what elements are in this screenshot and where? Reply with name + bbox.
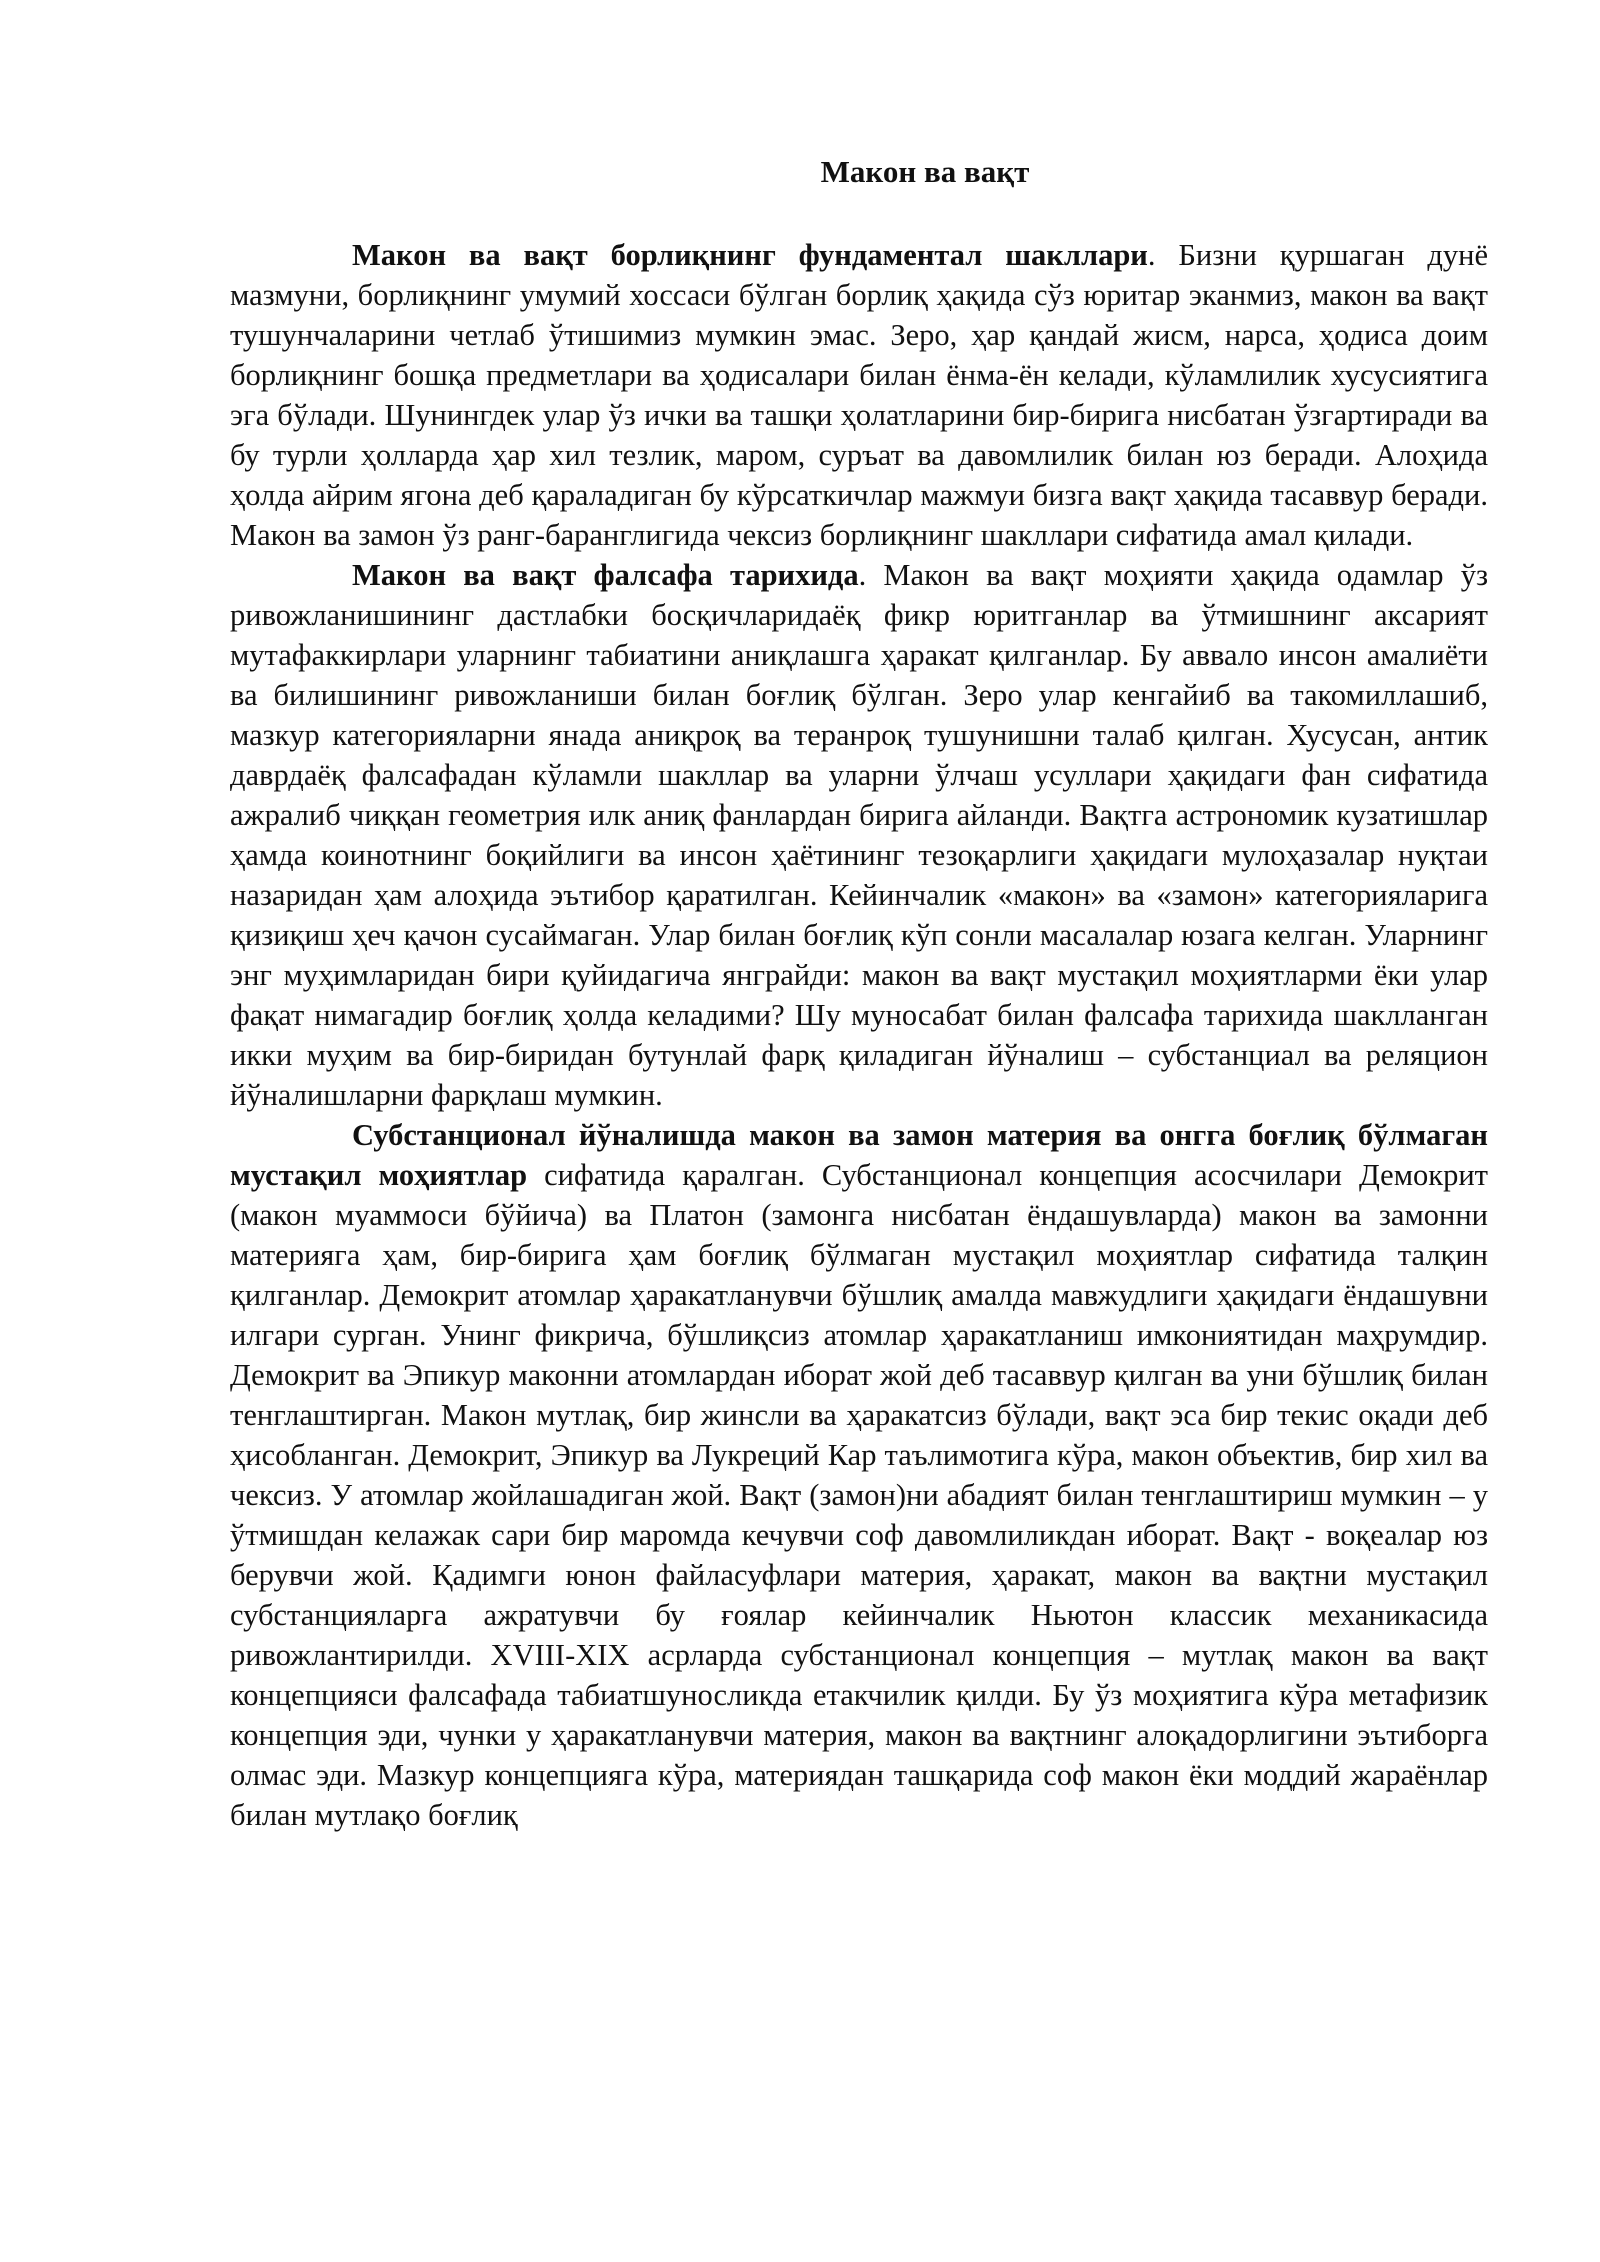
- paragraph-3: [230, 1115, 1488, 1835]
- paragraph-1: [230, 235, 1488, 555]
- paragraph-1-text: . Бизни қуршаган дунё мазмуни, борлиқнинг умумий хоссаси бўлган борлиқ ҳақида сўз юритар эканмиз, макон ва вақт тушунчаларини четлаб ўтишимиз мумкин эмас. Зеро, ҳар қандай жисм, нарса, ҳодиса доим борлиқнинг бошқа предметлари ва ҳодисалари билан ёнма-ён келади, кўламлилик хусусиятига эга бўлади. Шунингдек улар ўз ички ва ташқи ҳолатларини бир-бирига нисбатан ўзгартиради ва бу турли ҳолларда ҳар хил тезлик, маром, суръат ва давомлилик билан юз беради. Алоҳида ҳолда айрим ягона деб қараладиган бу кўрсаткичлар мажмуи бизга вақт ҳақида тасаввур беради. Макон ва замон ўз ранг-баранглигида чексиз борлиқнинг шакллари сифатида амал қилади.: [230, 238, 1488, 552]
- paragraph-3-heading: Субстанционал йўналишда макон ва замон материя ва онгга боғлиқ бўлмаган мустақил моҳиятлар: [230, 1118, 1488, 1192]
- paragraph-3-text: сифатида қаралган. Субстанционал концепция асосчилари Демокрит (макон муаммоси бўйича) ва Платон (замонга нисбатан ёндашувларда) макон ва замонни материяга ҳам, бир-бирига ҳам боғлиқ бўлмаган мустақил моҳиятлар сифатида талқин қилганлар. Демокрит атомлар ҳаракатланувчи бўшлиқ амалда мавжудлиги ҳақидаги ёндашувни илгари сурган. Унинг фикрича, бўшлиқсиз атомлар ҳаракатланиш имкониятидан маҳрумдир. Демокрит ва Эпикур маконни атомлардан иборат жой деб тасаввур қилган ва уни бўшлиқ билан тенглаштирган. Макон мутлақ, бир жинсли ва ҳаракатсиз бўлади, вақт эса бир текис оқади деб ҳисобланган. Демокрит, Эпикур ва Лукреций Кар таълимотига кўра, макон объектив, бир хил ва чексиз. У атомлар жойлашадиган жой. Вақт (замон)ни абадият билан тенглаштириш мумкин – у ўтмишдан келажак сари бир маромда кечувчи соф давомлиликдан иборат. Вақт - воқеалар юз берувчи жой. Қадимги юнон файласуфлари материя, ҳаракат, макон ва вақтни мустақил субстанцияларга ажратувчи бу ғоялар кейинчалик Ньютон классик механикасида ривожлантирилди. XVIII-XIX асрларда субстанционал концепция – мутлақ макон ва вақт концепцияси фалсафада табиатшуносликда етакчилик қилди. Бу ўз моҳиятига кўра метафизик концепция эди, чунки у ҳаракатланувчи материя, макон ва вақтнинг алоқадорлигини эътиборга олмас эди. Мазкур концепцияга кўра, материядан ташқарида соф макон ёки моддий жараёнлар билан мутлақо боғлиқ: [230, 1158, 1488, 1832]
- page-title: Макон ва вақт: [820, 154, 1030, 189]
- document-body: [230, 235, 1488, 1835]
- paragraph-2-text: . Макон ва вақт моҳияти ҳақида одамлар ўз ривожланишининг дастлабки босқичларидаёқ фикр юритганлар ва ўтмишнинг аксарият мутафаккирлари уларнинг табиатини аниқлашга ҳаракат қилганлар. Бу аввало инсон амалиёти ва билишининг ривожланиши билан боғлиқ бўлган. Зеро улар кенгайиб ва такомиллашиб, мазкур категорияларни янада аниқроқ ва теранроқ тушунишни талаб қилган. Хусусан, антик даврдаёқ фалсафадан кўламли шакллар ва уларни ўлчаш усуллари ҳақидаги фан сифатида ажралиб чиққан геометрия илк аниқ фанлардан бирига айланди. Вақтга астрономик кузатишлар ҳамда коинотнинг боқийлиги ва инсон ҳаётининг тезоқарлиги ҳақидаги мулоҳазалар нуқтаи назаридан ҳам алоҳида эътибор қаратилган. Кейинчалик «макон» ва «замон» категорияларига қизиқиш ҳеч қачон сусаймаган. Улар билан боғлиқ кўп сонли масалалар юзага келган. Уларнинг энг муҳимларидан бири қуйидагича янграйди: макон ва вақт мустақил моҳиятларми ёки улар фақат нимагадир боғлиқ ҳолда келадими? Шу муносабат билан фалсафа тарихида шаклланган икки муҳим ва бир-биридан бутунлай фарқ қиладиган йўналиш – субстанциал ва реляцион йўналишларни фарқлаш мумкин.: [230, 558, 1489, 1112]
- paragraph-2-heading: Макон ва вақт фалсафа тарихида: [352, 558, 859, 592]
- paragraph-2: [230, 555, 1488, 1115]
- paragraph-1-heading: Макон ва вақт борлиқнинг фундаментал шакллари: [352, 238, 1148, 272]
